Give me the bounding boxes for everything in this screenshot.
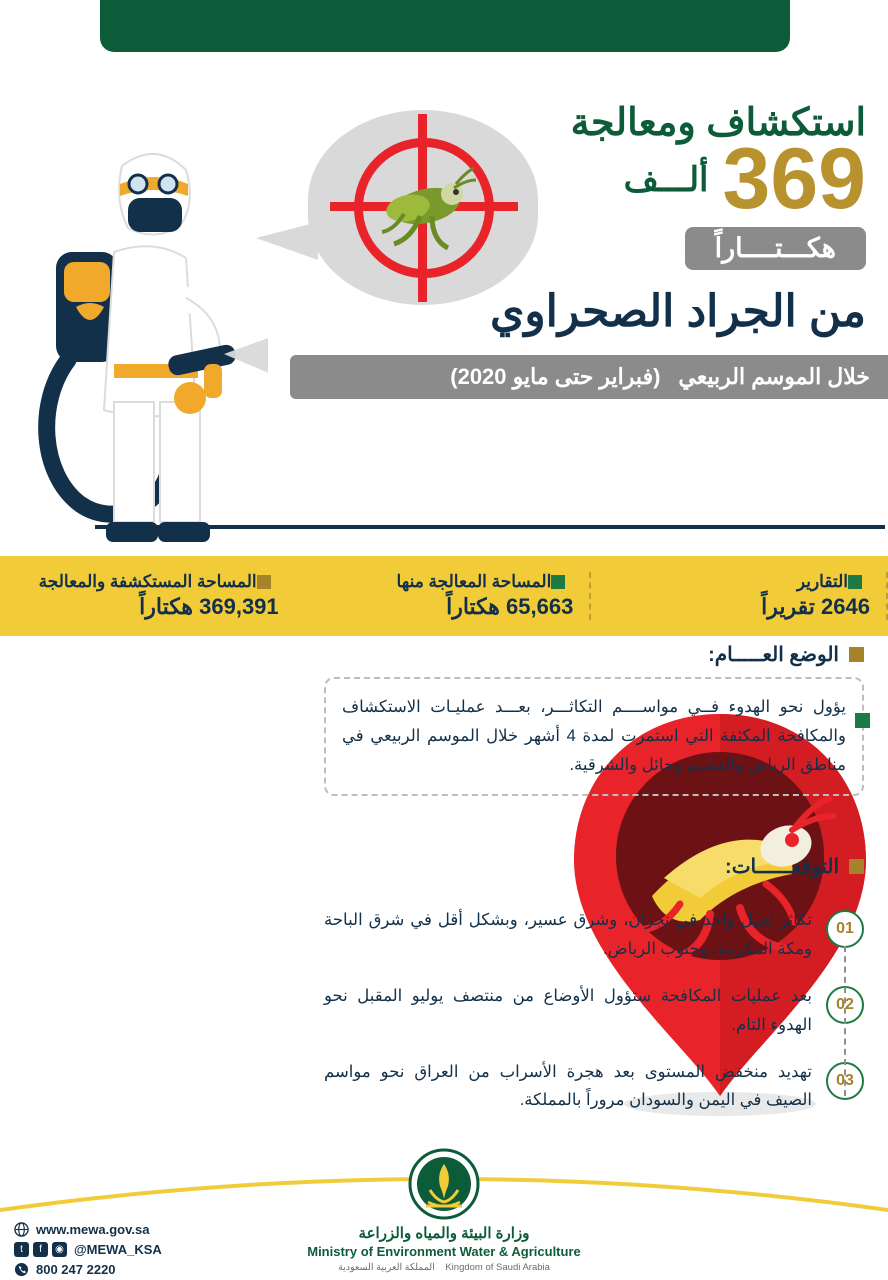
- kingdom-label-en: Kingdom of Saudi Arabia: [445, 1262, 550, 1273]
- pest-control-worker-icon: [18, 102, 268, 572]
- instagram-icon[interactable]: ◉: [52, 1242, 67, 1257]
- forecast-title: [324, 854, 864, 879]
- section-title-text: التوقعــــــات:: [725, 856, 839, 878]
- step-text: تهديد منخفض المستوى بعد هجرة الأسراب من العراق نحو مواسم الصيف في اليمن والسودان مروراً بالمملكة.: [324, 1062, 812, 1110]
- social-handle: @MEWA_KSA: [74, 1242, 162, 1257]
- general-situation-title: [324, 642, 864, 667]
- stat-reports: [591, 572, 888, 620]
- square-bullet-icon: [257, 575, 271, 589]
- list-item: [324, 982, 864, 1040]
- hero-hectare-badge: هكـــتــــاراً: [685, 227, 866, 270]
- website-text: www.mewa.gov.sa: [36, 1222, 150, 1237]
- square-bullet-icon: [848, 575, 862, 589]
- stat-value: 369,391 هكتاراً: [139, 594, 279, 619]
- section-title-text: الوضع العـــــام:: [708, 644, 839, 666]
- step-text: تكاثر لجيل واحد في نجران، وشرق عسير، وبشكل أقل في شرق الباحة ومكة المكرمة، وجنوب الرياض.: [324, 911, 812, 958]
- phone-icon: [14, 1262, 29, 1277]
- hero-line3: من الجراد الصحراوي: [489, 286, 866, 336]
- kingdom-label-ar: المملكة العربية السعودية: [338, 1262, 435, 1273]
- general-situation-section: [324, 642, 864, 796]
- contact-social[interactable]: [14, 1242, 162, 1257]
- footer: [0, 1160, 888, 1280]
- ministry-name-ar: وزارة البيئة والمياه والزراعة: [358, 1225, 530, 1242]
- contact-website[interactable]: [14, 1222, 162, 1237]
- square-bullet-icon: [849, 647, 864, 662]
- phone-text: 800 247 2220: [36, 1262, 116, 1277]
- forecast-section: [324, 854, 864, 879]
- hero-season-label: خلال الموسم الربيعي: [678, 363, 870, 389]
- ministry-name-en: Ministry of Environment Water & Agriculture: [307, 1244, 581, 1259]
- stats-strip: [0, 556, 888, 636]
- facebook-icon[interactable]: f: [33, 1242, 48, 1257]
- globe-icon: [14, 1222, 29, 1237]
- hero-season-note: (فبراير حتى مايو 2020): [450, 363, 661, 389]
- top-green-bar: [100, 0, 790, 52]
- square-bullet-icon: [551, 575, 565, 589]
- list-item: [324, 1058, 864, 1116]
- stat-surveyed-area: [0, 572, 295, 620]
- step-connector: [844, 946, 846, 1096]
- step-number: 01: [826, 910, 864, 948]
- general-situation-box: [324, 677, 864, 796]
- twitter-icon[interactable]: t: [14, 1242, 29, 1257]
- saudi-emblem-icon: [408, 1148, 480, 1220]
- forecast-list: [324, 906, 864, 1133]
- hero-number: 369: [722, 131, 866, 227]
- hero-season-bar: [290, 355, 888, 399]
- hero-line1: استكشاف ومعالجة: [570, 102, 866, 144]
- stat-treated-area: [295, 572, 592, 620]
- hero-thousand-label: ألـــف: [623, 160, 709, 199]
- step-number: 02: [826, 986, 864, 1024]
- square-bullet-icon: [849, 859, 864, 874]
- hero-section: [0, 52, 888, 542]
- stat-label: التقارير: [796, 572, 848, 591]
- contact-block: [14, 1222, 162, 1280]
- hero-headline: [266, 100, 870, 399]
- stat-value: 65,663 هكتاراً: [446, 594, 574, 619]
- stat-label: المساحة المستكشفة والمعالجة: [38, 572, 257, 591]
- step-text: بعد عمليات المكافحة ستؤول الأوضاع من منتصف يوليو المقبل نحو الهدوء التام.: [324, 986, 812, 1034]
- general-situation-text: يؤول نحو الهدوء فــي مواســــم التكاثـــر، بعـــد عمليـات الاستكشاف والمكافحة المكثفة التي استمرت لمدة 4 أشهر خلال الموسم الربيعي في مناطق الرياض والقصيم وحائل والشرقية.: [342, 698, 846, 774]
- square-bullet-icon: [855, 713, 870, 728]
- step-number: 03: [826, 1062, 864, 1100]
- stat-label: المساحة المعالجة منها: [396, 572, 552, 591]
- social-icons[interactable]: [14, 1242, 67, 1257]
- body-section: [0, 636, 888, 1196]
- hero-divider: [95, 525, 885, 529]
- contact-phone[interactable]: [14, 1262, 162, 1277]
- stat-value: 2646 تقريراً: [761, 594, 870, 619]
- hero-number-row: [266, 131, 866, 227]
- list-item: [324, 906, 864, 964]
